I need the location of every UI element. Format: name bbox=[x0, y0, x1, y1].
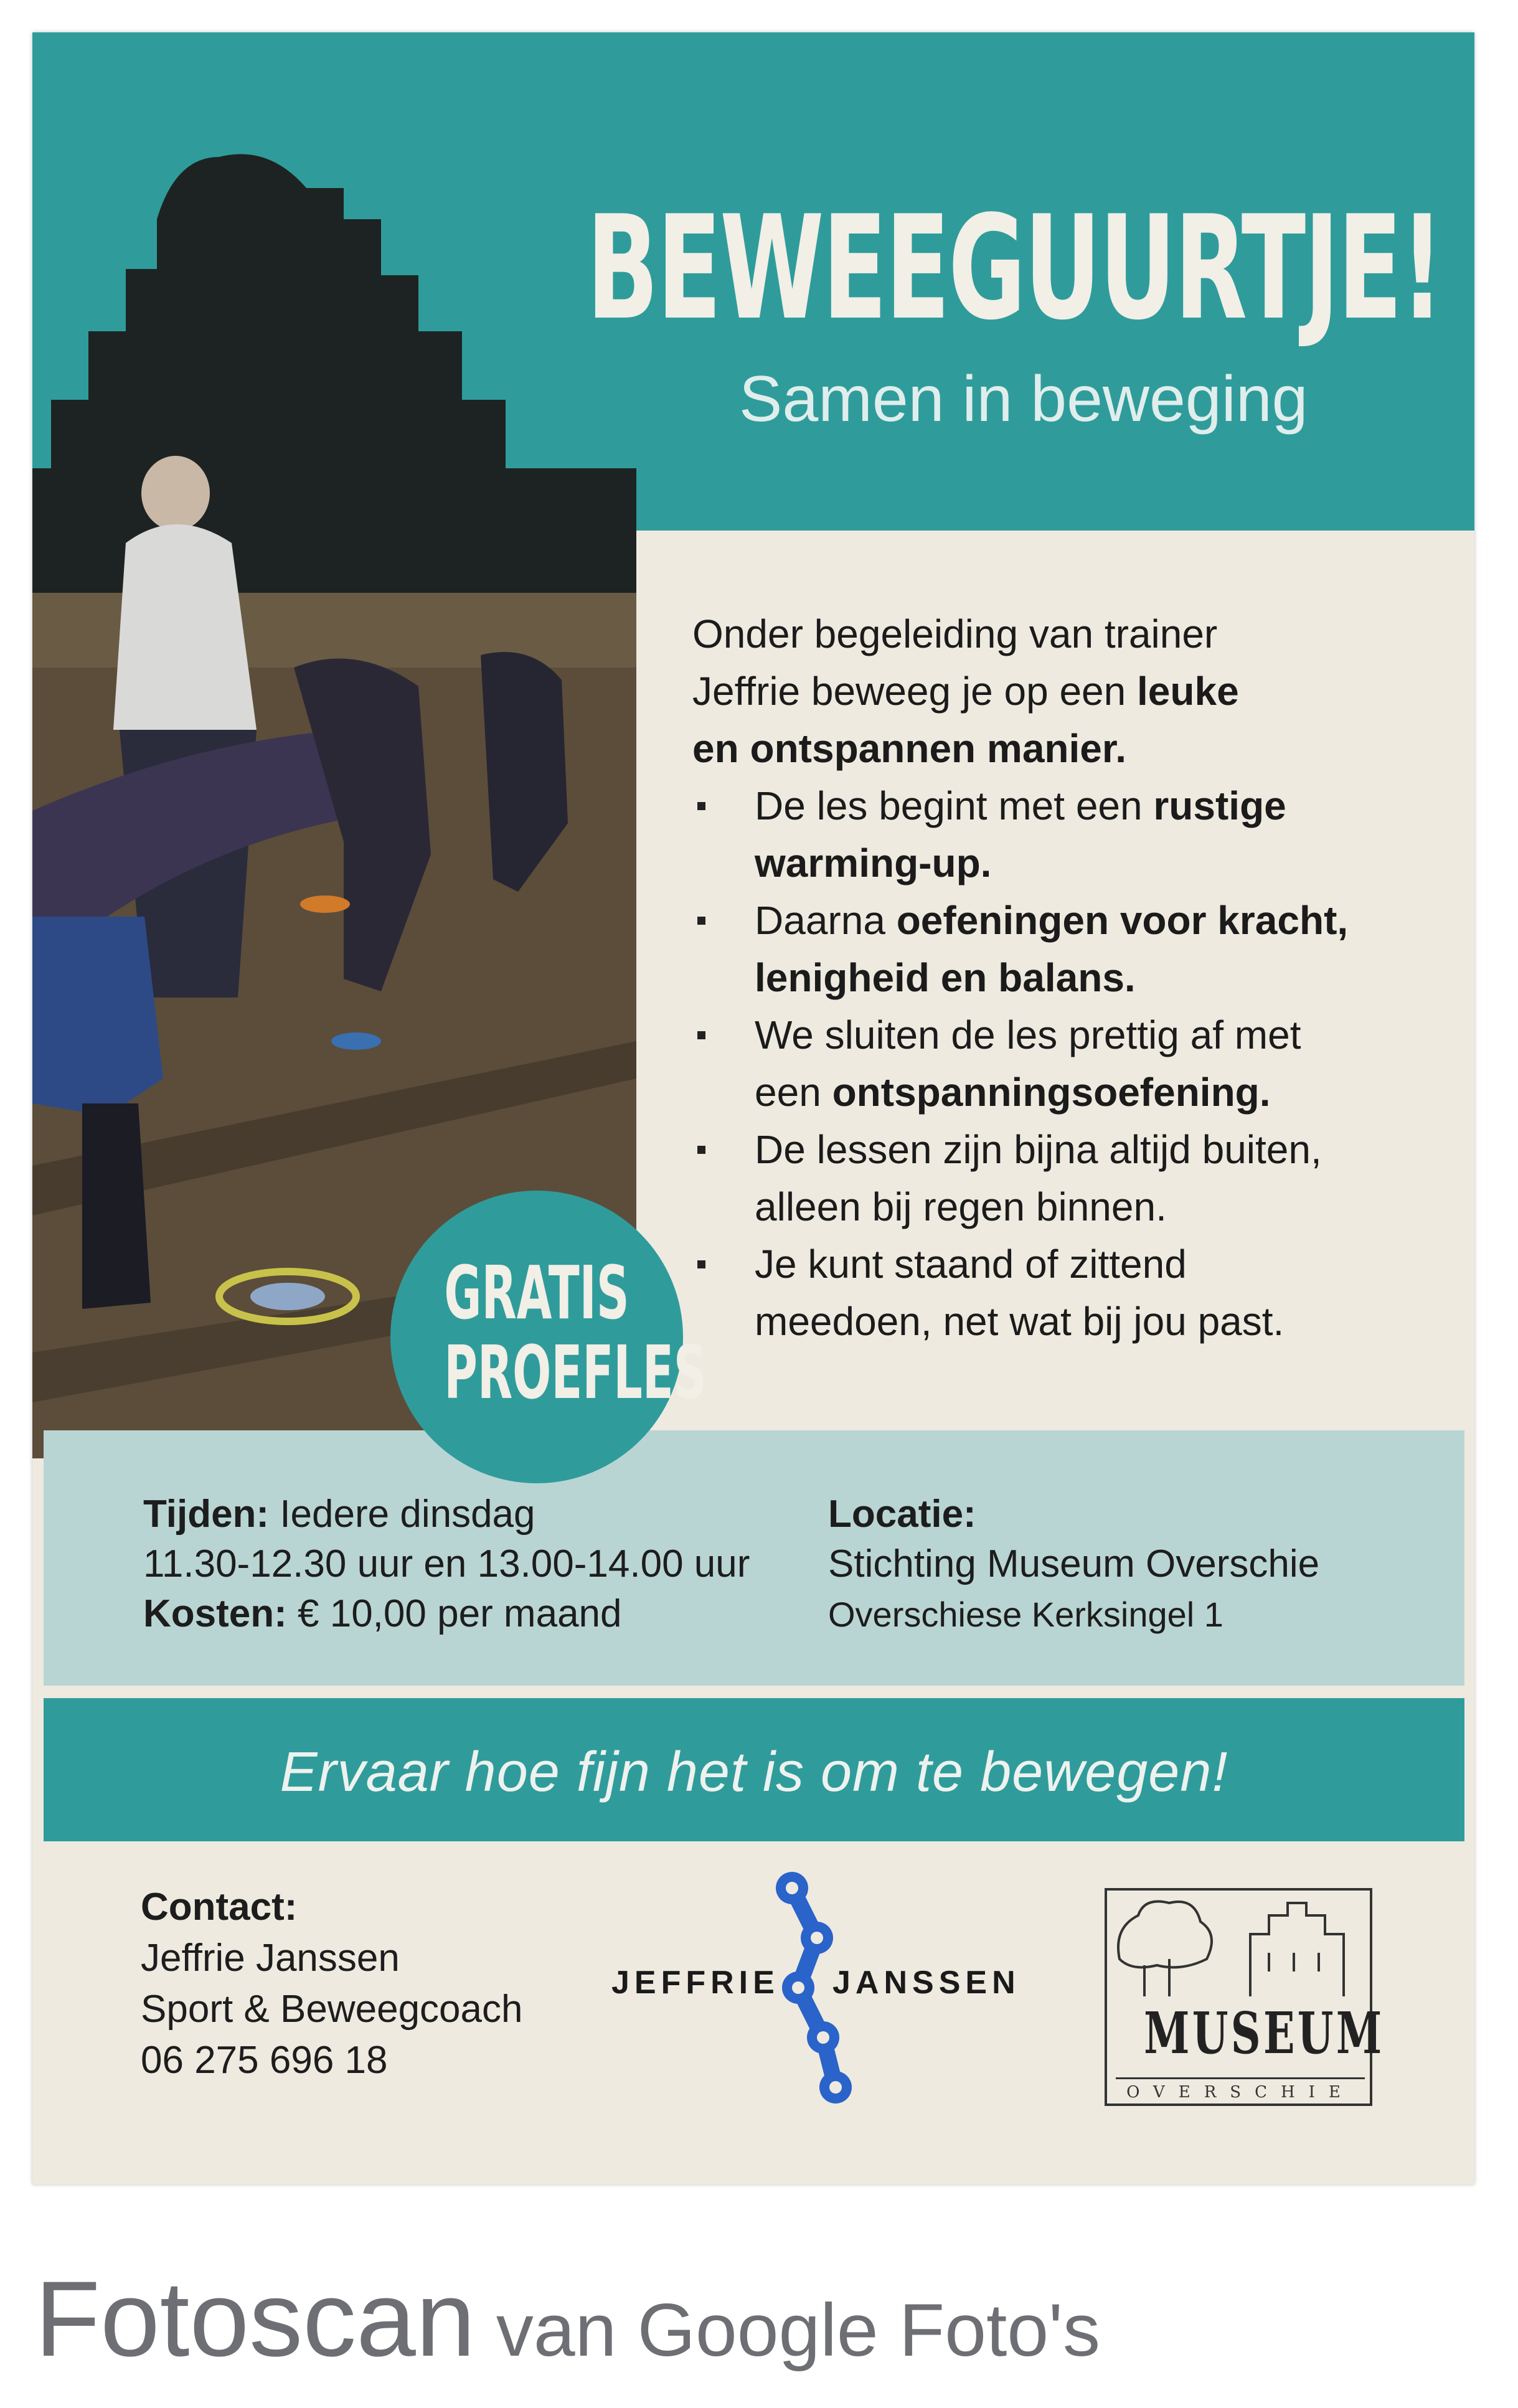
list-item bbox=[692, 1121, 1427, 1235]
flyer-subtitle: Samen in beweging bbox=[739, 363, 1308, 435]
museum-word: MUSEUM bbox=[1144, 2000, 1385, 2067]
bullet-5-text-b: meedoen, net wat bij jou past. bbox=[755, 1299, 1285, 1344]
bullet-list bbox=[692, 777, 1427, 1350]
caption-rest: van Google Foto's bbox=[475, 2288, 1100, 2372]
badge-line-2: PROEFLES bbox=[444, 1329, 707, 1415]
location-name: Stichting Museum Overschie bbox=[828, 1542, 1320, 1585]
flyer bbox=[32, 32, 1474, 2184]
contact-phone: 06 275 696 18 bbox=[141, 2039, 388, 2082]
costs-label: Kosten: bbox=[143, 1592, 287, 1635]
jeffrie-janssen-logo bbox=[611, 1869, 1047, 2118]
location-info bbox=[828, 1490, 1319, 1640]
bullet-2-text-a: Daarna bbox=[755, 898, 897, 943]
intro-text bbox=[692, 605, 1427, 777]
list-item bbox=[692, 892, 1427, 1006]
bullet-1-text-c: warming-up. bbox=[755, 841, 992, 885]
bullet-3-text-a: We sluiten de les prettig af met bbox=[755, 1013, 1301, 1057]
list-item bbox=[692, 1006, 1427, 1121]
flyer-title: BEWEEGUURTJE! bbox=[587, 186, 1443, 352]
location-label: Locatie: bbox=[828, 1493, 976, 1536]
intro-line-1: Onder begeleiding van trainer bbox=[692, 611, 1218, 656]
caption-brand: Fotoscan bbox=[35, 2259, 476, 2379]
intro-line-2a: Jeffrie beweeg je op een bbox=[692, 669, 1137, 714]
bullet-1-text-b: rustige bbox=[1153, 783, 1286, 828]
slogan-banner bbox=[44, 1698, 1464, 1841]
contact-role: Sport & Beweegcoach bbox=[141, 1988, 523, 2031]
bullet-3-text-c: ontspanningsoefening. bbox=[832, 1070, 1271, 1115]
list-item bbox=[692, 1235, 1427, 1350]
schedule-info bbox=[143, 1490, 750, 1639]
bullet-4-text-a: De lessen zijn bijna altijd buiten, bbox=[755, 1127, 1322, 1172]
list-item bbox=[692, 777, 1427, 892]
bullet-1-text-a: De les begint met een bbox=[755, 783, 1154, 828]
times-label: Tijden: bbox=[143, 1493, 270, 1536]
bullet-3-text-b: een bbox=[755, 1070, 832, 1115]
slogan-text: Ervaar hoe fijn het is om te bewegen! bbox=[280, 1741, 1228, 1803]
times-hours: 11.30-12.30 uur en 13.00-14.00 uur bbox=[143, 1542, 750, 1585]
logo-text-left: JEFFRIE bbox=[611, 1965, 780, 2001]
intro-line-3: en ontspannen manier. bbox=[692, 726, 1127, 771]
bullet-4-text-b: alleen bij regen binnen. bbox=[755, 1184, 1167, 1229]
contact-block bbox=[141, 1882, 523, 2086]
costs-value: € 10,00 per maand bbox=[298, 1592, 622, 1635]
museum-building-icon bbox=[1107, 1891, 1370, 2003]
info-box bbox=[44, 1430, 1464, 1686]
museum-overschie-logo bbox=[1105, 1888, 1385, 2106]
description bbox=[692, 605, 1427, 1350]
free-trial-badge-text bbox=[444, 1250, 707, 1415]
scan-caption bbox=[35, 2257, 1100, 2381]
times-value: Iedere dinsdag bbox=[280, 1493, 535, 1536]
logo-text-right: JANSSEN bbox=[832, 1965, 1021, 2001]
contact-label: Contact: bbox=[141, 1886, 298, 1929]
location-address: Overschiese Kerksingel 1 bbox=[828, 1595, 1223, 1634]
intro-line-2b: leuke bbox=[1137, 669, 1239, 714]
museum-sub: OVERSCHIE bbox=[1116, 2077, 1365, 2102]
contact-name: Jeffrie Janssen bbox=[141, 1937, 400, 1980]
bullet-2-text-b: oefeningen voor kracht, bbox=[896, 898, 1349, 943]
badge-line-1: GRATIS bbox=[444, 1250, 629, 1336]
bullet-5-text-a: Je kunt staand of zittend bbox=[755, 1242, 1187, 1287]
bullet-2-text-c: lenigheid en balans. bbox=[755, 955, 1136, 1000]
